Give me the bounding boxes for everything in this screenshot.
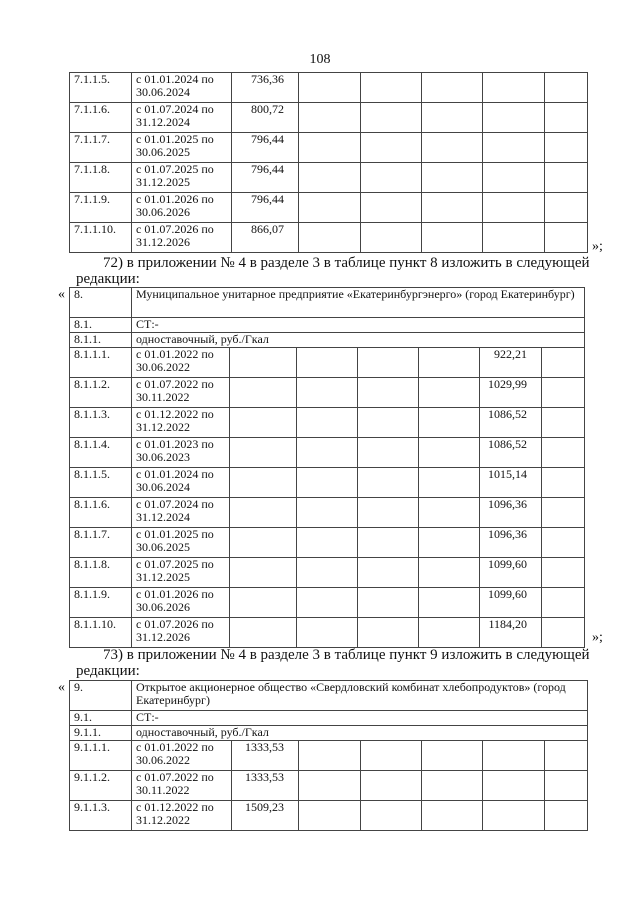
empty-cell: [545, 801, 588, 831]
empty-cell: [483, 73, 545, 103]
row-code: 8.1.1.9.: [70, 588, 132, 618]
empty-cell: [542, 498, 585, 528]
empty-cell: [361, 223, 422, 253]
empty-cell: [545, 103, 588, 133]
section-code: 8.: [70, 288, 132, 318]
period-line: с 01.12.2022 по: [136, 407, 214, 421]
empty-cell: [545, 73, 588, 103]
row-period: [132, 771, 232, 801]
period-line: 30.06.2024: [136, 85, 190, 99]
table-row: [70, 223, 588, 253]
open-quote-9: «: [58, 680, 65, 695]
row-value: 1086,52: [480, 438, 542, 468]
section-row: [70, 711, 588, 726]
row-code: 8.1.1.5.: [70, 468, 132, 498]
empty-cell: [419, 558, 480, 588]
paragraph-73-line2: редакции:: [76, 663, 140, 679]
period-line: 30.11.2022: [136, 390, 190, 404]
period-line: с 01.12.2022 по: [136, 800, 214, 814]
empty-cell: [419, 618, 480, 648]
empty-cell: [297, 498, 358, 528]
close-quote-7: »;: [592, 239, 603, 254]
row-value: 1086,52: [480, 408, 542, 438]
period-line: с 01.01.2026 по: [136, 587, 214, 601]
empty-cell: [358, 378, 419, 408]
empty-cell: [299, 193, 361, 223]
empty-cell: [297, 558, 358, 588]
row-code: 9.1.1.1.: [70, 741, 132, 771]
table-row: [70, 771, 588, 801]
row-period: [132, 558, 230, 588]
section-text: СТ:-: [132, 318, 585, 333]
row-value: 1509,23: [232, 801, 299, 831]
row-value: 866,07: [232, 223, 299, 253]
period-line: с 01.01.2024 по: [136, 72, 214, 86]
close-quote-8: »;: [592, 630, 603, 645]
empty-cell: [422, 741, 483, 771]
section-text: СТ:-: [132, 711, 588, 726]
empty-cell: [297, 528, 358, 558]
empty-cell: [297, 468, 358, 498]
period-line: 31.12.2022: [136, 813, 190, 827]
empty-cell: [422, 103, 483, 133]
period-line: 31.12.2026: [136, 630, 190, 644]
page-number: 108: [309, 52, 331, 67]
empty-cell: [542, 618, 585, 648]
empty-cell: [299, 133, 361, 163]
section-text: Муниципальное унитарное предприятие «Екатеринбургэнерго» (город Екатеринбург): [132, 288, 585, 318]
empty-cell: [361, 801, 422, 831]
section-row: [70, 288, 585, 318]
empty-cell: [299, 741, 361, 771]
empty-cell: [422, 193, 483, 223]
empty-cell: [299, 73, 361, 103]
section-text: одноставочный, руб./Гкал: [132, 333, 585, 348]
row-value: 1099,60: [480, 588, 542, 618]
row-period: [132, 741, 232, 771]
empty-cell: [542, 528, 585, 558]
period-line: с 01.07.2025 по: [136, 162, 214, 176]
empty-cell: [483, 103, 545, 133]
period-line: с 01.07.2025 по: [136, 557, 214, 571]
row-period: [132, 438, 230, 468]
period-line: с 01.01.2022 по: [136, 347, 214, 361]
row-period: [132, 163, 232, 193]
empty-cell: [542, 408, 585, 438]
period-line: 30.06.2025: [136, 145, 190, 159]
table-row: [70, 103, 588, 133]
period-line: 30.11.2022: [136, 783, 190, 797]
table-row: [70, 163, 588, 193]
empty-cell: [483, 223, 545, 253]
empty-cell: [542, 468, 585, 498]
table-row: [70, 558, 585, 588]
empty-cell: [297, 378, 358, 408]
paragraph-73-line1: 73) в приложении № 4 в разделе 3 в таблице пункт 9 изложить в следующей: [103, 647, 590, 663]
period-line: 31.12.2024: [136, 510, 190, 524]
row-value: 1096,36: [480, 498, 542, 528]
table-row: [70, 348, 585, 378]
section-text: одноставочный, руб./Гкал: [132, 726, 588, 741]
row-value: 1015,14: [480, 468, 542, 498]
empty-cell: [230, 408, 297, 438]
empty-cell: [422, 163, 483, 193]
table-row: [70, 378, 585, 408]
period-line: 31.12.2025: [136, 175, 190, 189]
row-period: [132, 528, 230, 558]
empty-cell: [422, 133, 483, 163]
period-line: 31.12.2024: [136, 115, 190, 129]
section-row: [70, 333, 585, 348]
table-row: [70, 588, 585, 618]
section-row: [70, 681, 588, 711]
empty-cell: [545, 133, 588, 163]
period-line: 30.06.2026: [136, 205, 190, 219]
section-code: 9.: [70, 681, 132, 711]
empty-cell: [358, 618, 419, 648]
table-row: [70, 801, 588, 831]
table-row: [70, 741, 588, 771]
empty-cell: [545, 771, 588, 801]
empty-cell: [230, 348, 297, 378]
row-value: 736,36: [232, 73, 299, 103]
empty-cell: [483, 133, 545, 163]
row-code: 8.1.1.3.: [70, 408, 132, 438]
empty-cell: [299, 771, 361, 801]
row-code: 7.1.1.7.: [70, 133, 132, 163]
row-period: [132, 348, 230, 378]
table-row: [70, 528, 585, 558]
row-code: 8.1.1.7.: [70, 528, 132, 558]
paragraph-72-line2: редакции:: [76, 271, 140, 287]
period-line: 31.12.2025: [136, 570, 190, 584]
row-value: 796,44: [232, 163, 299, 193]
row-value: 1333,53: [232, 741, 299, 771]
period-line: 31.12.2026: [136, 235, 190, 249]
row-period: [132, 103, 232, 133]
empty-cell: [230, 528, 297, 558]
section-text: Открытое акционерное общество «Свердловский комбинат хлебопродуктов» (город Екатеринбург): [132, 681, 588, 711]
empty-cell: [230, 618, 297, 648]
row-period: [132, 618, 230, 648]
empty-cell: [422, 801, 483, 831]
section-code: 8.1.1.: [70, 333, 132, 348]
row-period: [132, 801, 232, 831]
empty-cell: [361, 103, 422, 133]
row-period: [132, 223, 232, 253]
period-line: с 01.01.2023 по: [136, 437, 214, 451]
empty-cell: [419, 438, 480, 468]
table-row: [70, 408, 585, 438]
empty-cell: [230, 588, 297, 618]
empty-cell: [419, 528, 480, 558]
section-row: [70, 318, 585, 333]
paragraph-72-line1: 72) в приложении № 4 в разделе 3 в таблице пункт 8 изложить в следующей: [103, 255, 590, 271]
row-period: [132, 378, 230, 408]
section-code: 9.1.1.: [70, 726, 132, 741]
period-line: 30.06.2022: [136, 360, 190, 374]
empty-cell: [545, 193, 588, 223]
row-code: 8.1.1.4.: [70, 438, 132, 468]
row-period: [132, 498, 230, 528]
empty-cell: [358, 528, 419, 558]
period-line: 30.06.2023: [136, 450, 190, 464]
period-line: с 01.01.2025 по: [136, 132, 214, 146]
empty-cell: [358, 468, 419, 498]
empty-cell: [361, 133, 422, 163]
row-period: [132, 468, 230, 498]
empty-cell: [419, 468, 480, 498]
empty-cell: [361, 771, 422, 801]
table-row: [70, 73, 588, 103]
row-code: 8.1.1.6.: [70, 498, 132, 528]
row-code: 8.1.1.1.: [70, 348, 132, 378]
empty-cell: [483, 801, 545, 831]
empty-cell: [542, 438, 585, 468]
period-line: с 01.01.2022 по: [136, 740, 214, 754]
empty-cell: [297, 588, 358, 618]
table-row: [70, 133, 588, 163]
row-code: 8.1.1.2.: [70, 378, 132, 408]
row-value: 800,72: [232, 103, 299, 133]
section-code: 9.1.: [70, 711, 132, 726]
period-line: 31.12.2022: [136, 420, 190, 434]
row-value: 1099,60: [480, 558, 542, 588]
empty-cell: [422, 223, 483, 253]
table-row: [70, 498, 585, 528]
empty-cell: [422, 771, 483, 801]
empty-cell: [358, 498, 419, 528]
empty-cell: [299, 103, 361, 133]
row-code: 9.1.1.2.: [70, 771, 132, 801]
empty-cell: [419, 498, 480, 528]
period-line: с 01.07.2022 по: [136, 377, 214, 391]
period-line: 30.06.2024: [136, 480, 190, 494]
tariff-table-8: [69, 287, 585, 648]
period-line: 30.06.2026: [136, 600, 190, 614]
row-period: [132, 193, 232, 223]
table-row: [70, 468, 585, 498]
row-code: 7.1.1.6.: [70, 103, 132, 133]
row-code: 7.1.1.9.: [70, 193, 132, 223]
empty-cell: [419, 348, 480, 378]
row-value: 796,44: [232, 133, 299, 163]
row-value: 1333,53: [232, 771, 299, 801]
empty-cell: [358, 408, 419, 438]
empty-cell: [358, 348, 419, 378]
row-period: [132, 73, 232, 103]
period-line: 30.06.2025: [136, 540, 190, 554]
empty-cell: [297, 618, 358, 648]
period-line: с 01.07.2022 по: [136, 770, 214, 784]
empty-cell: [419, 588, 480, 618]
row-period: [132, 408, 230, 438]
empty-cell: [361, 73, 422, 103]
empty-cell: [483, 163, 545, 193]
empty-cell: [545, 163, 588, 193]
empty-cell: [545, 741, 588, 771]
empty-cell: [483, 771, 545, 801]
empty-cell: [299, 223, 361, 253]
row-value: 796,44: [232, 193, 299, 223]
empty-cell: [542, 378, 585, 408]
row-period: [132, 133, 232, 163]
empty-cell: [542, 588, 585, 618]
empty-cell: [542, 558, 585, 588]
empty-cell: [419, 378, 480, 408]
period-line: с 01.07.2026 по: [136, 617, 214, 631]
row-period: [132, 588, 230, 618]
empty-cell: [230, 498, 297, 528]
empty-cell: [297, 408, 358, 438]
empty-cell: [230, 438, 297, 468]
section-row: [70, 726, 588, 741]
empty-cell: [361, 741, 422, 771]
table-row: [70, 193, 588, 223]
empty-cell: [358, 588, 419, 618]
period-line: с 01.07.2024 по: [136, 497, 214, 511]
empty-cell: [483, 193, 545, 223]
empty-cell: [299, 801, 361, 831]
empty-cell: [358, 438, 419, 468]
table-row: [70, 618, 585, 648]
empty-cell: [230, 558, 297, 588]
period-line: с 01.01.2026 по: [136, 192, 214, 206]
row-value: 1029,99: [480, 378, 542, 408]
row-code: 8.1.1.10.: [70, 618, 132, 648]
tariff-table-9: [69, 680, 588, 831]
section-code: 8.1.: [70, 318, 132, 333]
row-code: 7.1.1.10.: [70, 223, 132, 253]
empty-cell: [419, 408, 480, 438]
open-quote-8: «: [58, 287, 65, 302]
tariff-table-7: [69, 72, 588, 253]
empty-cell: [545, 223, 588, 253]
row-value: 1184,20: [480, 618, 542, 648]
empty-cell: [358, 558, 419, 588]
row-code: 7.1.1.8.: [70, 163, 132, 193]
empty-cell: [542, 348, 585, 378]
period-line: с 01.07.2026 по: [136, 222, 214, 236]
empty-cell: [422, 73, 483, 103]
empty-cell: [230, 468, 297, 498]
row-code: 8.1.1.8.: [70, 558, 132, 588]
row-code: 9.1.1.3.: [70, 801, 132, 831]
empty-cell: [361, 163, 422, 193]
empty-cell: [297, 348, 358, 378]
period-line: 30.06.2022: [136, 753, 190, 767]
row-value: 922,21: [480, 348, 542, 378]
empty-cell: [483, 741, 545, 771]
row-value: 1096,36: [480, 528, 542, 558]
period-line: с 01.07.2024 по: [136, 102, 214, 116]
period-line: с 01.01.2024 по: [136, 467, 214, 481]
empty-cell: [299, 163, 361, 193]
table-row: [70, 438, 585, 468]
empty-cell: [361, 193, 422, 223]
empty-cell: [230, 378, 297, 408]
empty-cell: [297, 438, 358, 468]
row-code: 7.1.1.5.: [70, 73, 132, 103]
period-line: с 01.01.2025 по: [136, 527, 214, 541]
